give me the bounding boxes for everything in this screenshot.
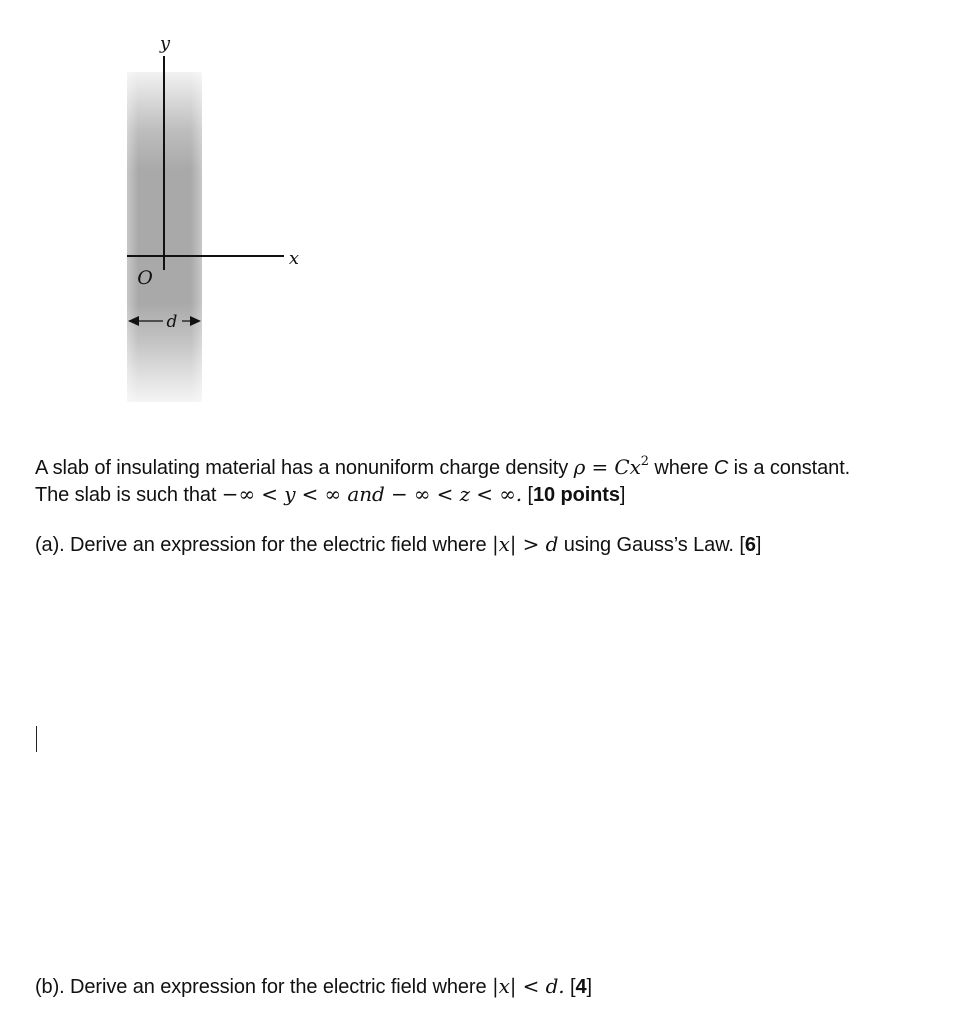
domain-expression: −∞ < y < ∞ and − ∞ < z < ∞. (221, 482, 523, 506)
text-cursor[interactable] (36, 726, 37, 752)
density-expression: $\rho = Cx^2$ (573, 454, 649, 479)
x-axis-label: x (288, 248, 300, 269)
part-a-condition: |x| > d (491, 532, 559, 556)
part-b-condition: |x| < d. (491, 974, 565, 998)
part-b-points: 4 (575, 976, 587, 998)
intro-text: A slab of insulating material has a nonuniform charge density (35, 457, 574, 479)
problem-statement-line-1: A slab of insulating material has a nonuniform charge density $\rho = Cx^2$ where C is a constant. (35, 454, 851, 479)
slab-figure (100, 20, 340, 420)
total-points: 10 points (532, 484, 620, 506)
part-a-points: 6 (744, 534, 756, 556)
y-axis-label: y (159, 33, 171, 54)
origin-label: O (137, 267, 153, 289)
problem-statement-line-2: The slab is such that −∞ < y < ∞ and − ∞ < z < ∞. [10 points] (35, 482, 626, 506)
width-label: d (166, 312, 178, 332)
part-b-question: (b). Derive an expression for the electric field where |x| < d. [4] (35, 974, 592, 998)
part-a-question: (a). Derive an expression for the electric field where |x| > d using Gauss’s Law. [6] (35, 532, 762, 556)
